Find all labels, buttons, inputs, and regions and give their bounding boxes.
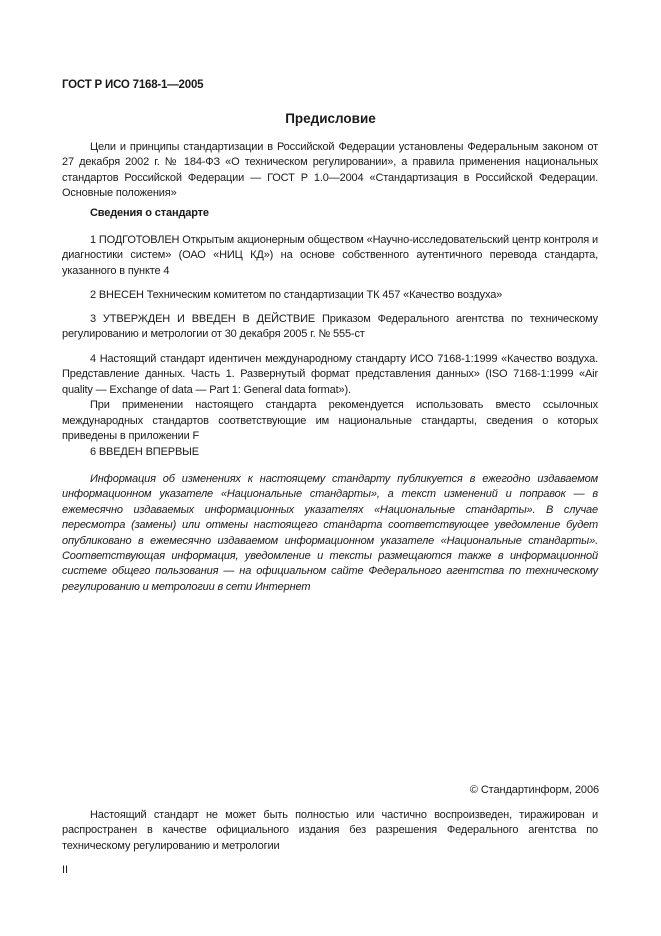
item-identical-note: При применении настоящего стандарта рекомендуется использовать вместо ссылочных международных стандартов соответствующие им национальные стандарты, сведения о которых приведены в приложении F <box>62 399 598 443</box>
item-introduced-text: 2 ВНЕСЕН Техническим комитетом по стандартизации ТК 457 «Качество воздуха» <box>90 289 503 301</box>
changes-notice <box>62 472 598 595</box>
page-title: Предисловие <box>285 111 376 126</box>
reproduction-notice <box>62 808 598 854</box>
intro-text: Цели и принципы стандартизации в Российской Федерации установлены Федеральным законом от 27 декабря 2002 г. № 184-ФЗ «О техническом регулировании», а правила применения национальных стандартов Российской Федерации — ГОСТ Р 1.0—2004 «Стандартизация в Российской Федерации. Основные положения» <box>62 141 598 200</box>
reproduction-notice-text: Настоящий стандарт не может быть полностью или частично воспроизведен, тиражирован и распространен в качестве официального издания без разрешения Федерального агентства по техническому регулированию и метрологии <box>62 809 598 852</box>
item-first-introduced-text: 6 ВВЕДЕН ВПЕРВЫЕ <box>90 446 199 458</box>
item-identical-text: 4 Настоящий стандарт идентичен международному стандарту ИСО 7168-1:1999 «Качество воздуха. Представление данных. Часть 1. Развернутый формат представления данных» (ISO 7168-1:1999 «Air quality — Exchange of data — Part 1: General data format»). <box>62 353 598 396</box>
item-first-introduced <box>62 445 598 460</box>
info-section-heading <box>62 206 598 221</box>
item-approved <box>62 312 598 343</box>
item-approved-text: 3 УТВЕРЖДЕН И ВВЕДЕН В ДЕЙСТВИЕ Приказом Федерального агентства по техническому регулированию и метрологии от 30 декабря 2005 г. № 555-ст <box>62 313 598 341</box>
page-number: II <box>62 864 69 876</box>
item-prepared <box>62 233 598 279</box>
changes-notice-text: Информация об изменениях к настоящему стандарту публикуется в ежегодно издаваемом информационном указателе «Национальные стандарты», а текст изменений и поправок — в ежемесячно издаваемых информационных указателях «Национальные стандарты». В случае пересмотра (замены) или отмены настоящего стандарта соответствующее уведомление будет опубликовано в ежемесячно издаваемом информационном указателе «Национальные стандарты». Соответствующая информация, уведомление и тексты размещаются также в информационной системе общего пользования — на официальном сайте Федерального агентства по техническому регулированию и метрологии в сети Интернет <box>62 473 598 593</box>
info-heading-text: Сведения о стандарте <box>90 207 209 219</box>
intro-paragraph <box>62 140 598 202</box>
copyright-line: © Стандартинформ, 2006 <box>469 784 599 796</box>
item-prepared-text: 1 ПОДГОТОВЛЕН Открытым акционерным обществом «Научно-исследовательский центр контроля и диагностики систем» (ОАО «НИЦ КД») на основе собственного аутентичного перевода стандарта, указанного в пункте 4 <box>62 234 598 277</box>
document-code-header: ГОСТ Р ИСО 7168-1—2005 <box>62 79 204 91</box>
item-introduced <box>62 288 598 303</box>
item-identical <box>62 352 598 444</box>
